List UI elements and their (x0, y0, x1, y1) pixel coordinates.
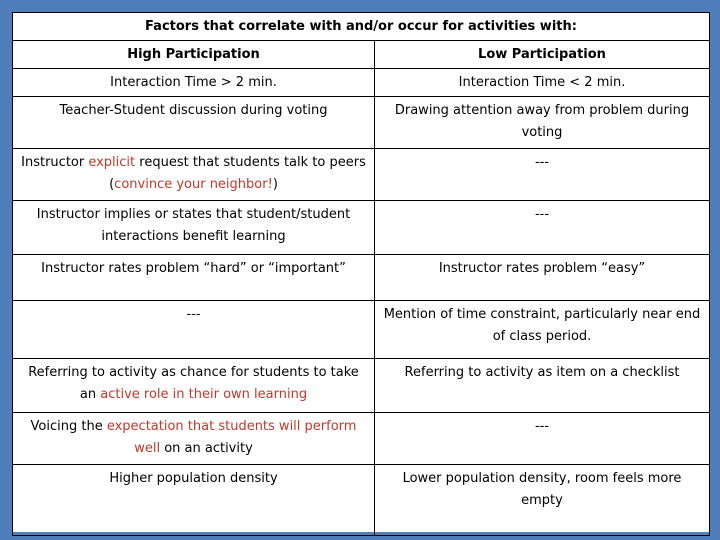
table-title: Factors that correlate with and/or occur for activities with: (13, 13, 710, 41)
high-participation-cell (13, 301, 375, 359)
table-row (13, 149, 710, 201)
cell-text: Interaction Time > 2 min. (110, 75, 277, 90)
table-title-row (13, 13, 710, 41)
cell-text: --- (534, 155, 550, 170)
cell-text: Mention of time constraint, particularly near end of class period. (383, 307, 701, 344)
low-participation-cell (375, 201, 710, 255)
high-participation-cell (13, 359, 375, 413)
low-participation-cell (375, 465, 710, 536)
table-row (13, 201, 710, 255)
cell-text: --- (534, 419, 550, 434)
table-row (13, 301, 710, 359)
column-header-high: High Participation (13, 41, 375, 69)
cell-text: Instructor rates problem “easy” (438, 261, 646, 276)
highlighted-text: expectation that students will perform well (106, 419, 357, 456)
cell-text: Instructor implies or states that student/student interactions benefit learning (36, 207, 351, 244)
slide (12, 12, 710, 532)
cell-text: on an activity (160, 441, 253, 456)
low-participation-cell (375, 149, 710, 201)
highlighted-text: explicit (88, 155, 136, 170)
column-header-low: Low Participation (375, 41, 710, 69)
cell-text: Higher population density (109, 471, 278, 486)
highlighted-text: active role in their own learning (100, 387, 308, 402)
cell-text: Voicing the (30, 419, 107, 434)
table-row (13, 413, 710, 465)
table-row (13, 69, 710, 97)
low-participation-cell (375, 255, 710, 301)
high-participation-cell (13, 97, 375, 149)
high-participation-cell (13, 255, 375, 301)
high-participation-cell (13, 413, 375, 465)
high-participation-cell (13, 69, 375, 97)
cell-text: Drawing attention away from problem during voting (394, 103, 690, 140)
cell-text: ) (272, 177, 278, 192)
cell-text: --- (186, 307, 201, 322)
cell-text: Referring to activity as chance for students to take an (28, 365, 359, 402)
low-participation-cell (375, 301, 710, 359)
high-participation-cell (13, 465, 375, 536)
high-participation-cell (13, 201, 375, 255)
cell-text: Lower population density, room feels more empty (402, 471, 682, 508)
table-row (13, 97, 710, 149)
low-participation-cell (375, 97, 710, 149)
highlighted-text: convince your neighbor! (114, 177, 273, 192)
low-participation-cell (375, 359, 710, 413)
cell-text: Interaction Time < 2 min. (458, 75, 626, 90)
cell-text: Referring to activity as item on a checklist (404, 365, 680, 380)
cell-text: Teacher-Student discussion during voting (59, 103, 328, 118)
table-row (13, 255, 710, 301)
cell-text: --- (534, 207, 550, 222)
column-header-row (13, 41, 710, 69)
low-participation-cell (375, 69, 710, 97)
low-participation-cell (375, 413, 710, 465)
participation-factors-table (12, 12, 710, 536)
cell-text: Instructor (21, 155, 89, 170)
table-row (13, 465, 710, 536)
cell-text: Instructor rates problem “hard” or “important” (41, 261, 346, 276)
high-participation-cell (13, 149, 375, 201)
table-row (13, 359, 710, 413)
cell-text: request that students talk to peers ( (109, 155, 366, 192)
